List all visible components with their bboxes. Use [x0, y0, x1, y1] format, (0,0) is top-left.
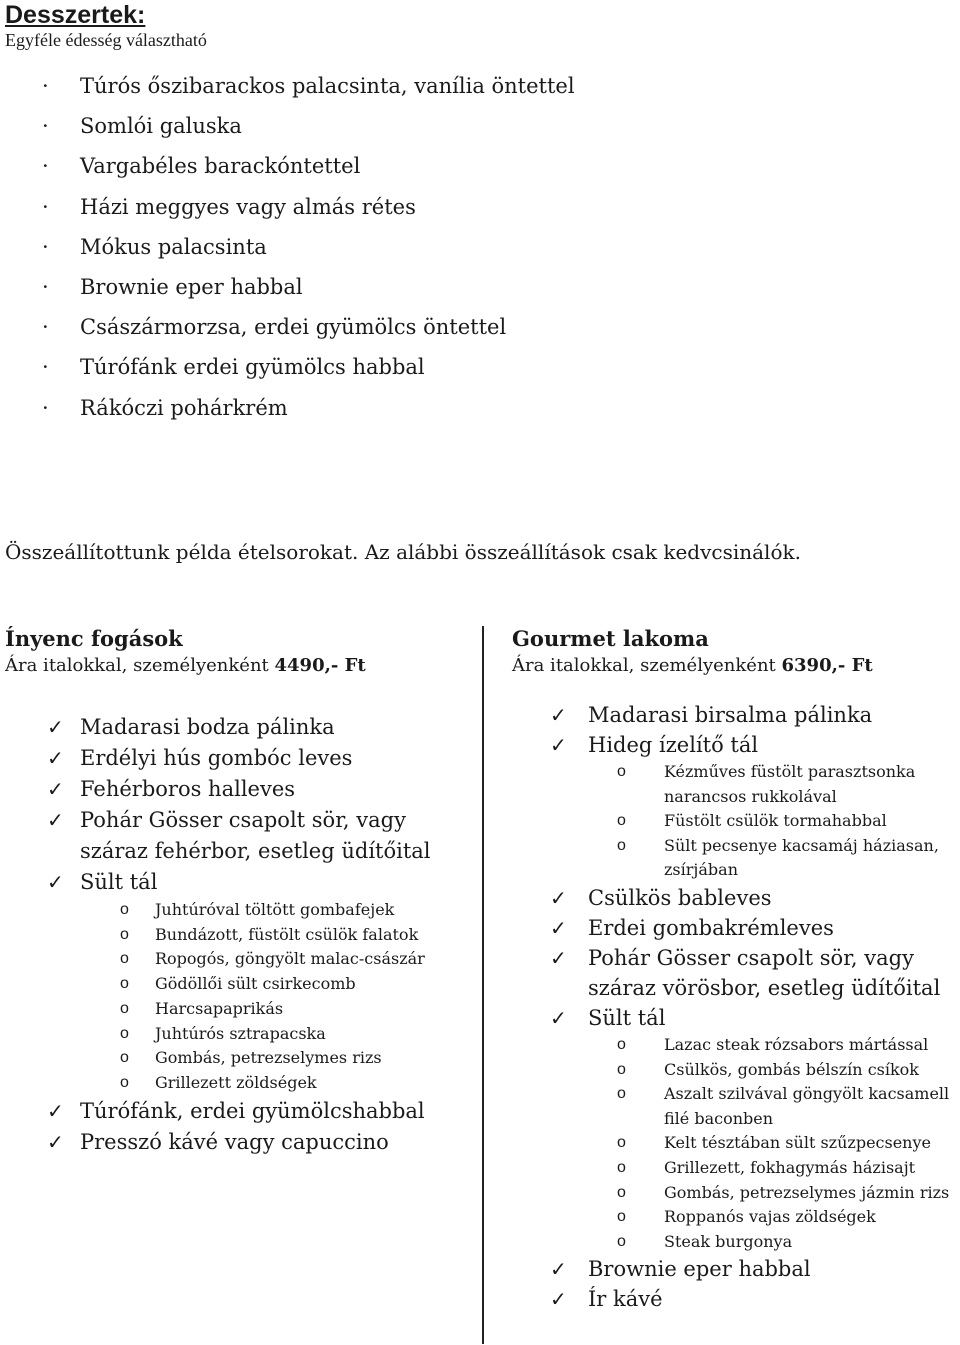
menu-item — [512, 700, 958, 730]
item-label: Fehérboros halleves — [80, 777, 296, 801]
circle-bullet-icon: o — [617, 1035, 626, 1053]
check-icon: ✓ — [550, 733, 567, 757]
circle-bullet-icon: o — [617, 763, 626, 780]
sub-item-label: Harcsapaprikás — [155, 998, 284, 1018]
dessert-label: Somlói galuska — [80, 114, 242, 139]
page-title: Desszertek: — [5, 1, 146, 29]
dessert-label: Rákóczi pohárkrém — [80, 395, 288, 420]
sub-item — [512, 1082, 958, 1107]
item-label: Presszó kávé vagy capuccino — [80, 1129, 389, 1154]
item-label: Pohár Gösser csapolt sör, vagy — [588, 945, 914, 970]
menu-item — [5, 805, 475, 836]
dessert-label: Túrós őszibarackos palacsinta, vanília öntettel — [80, 74, 575, 98]
sub-item-label: Csülkös, gombás bélszín csíkok — [664, 1059, 919, 1079]
bullet-icon: · — [42, 355, 49, 380]
price-value: 4490,- Ft — [274, 655, 366, 676]
dessert-item — [42, 351, 575, 391]
menu-item — [512, 1284, 958, 1314]
circle-bullet-icon: o — [617, 1232, 626, 1250]
check-icon: ✓ — [550, 703, 567, 727]
bullet-icon: · — [42, 114, 49, 139]
dessert-label: Túrófánk erdei gyümölcs habbal — [80, 355, 425, 380]
check-icon: ✓ — [550, 945, 567, 970]
dessert-item — [42, 231, 575, 271]
menu-items — [5, 712, 475, 1158]
sub-item-label: Bundázott, füstölt csülök falatok — [155, 924, 419, 944]
sub-item — [512, 760, 958, 785]
sub-item-label: Gödöllői sült csirkecomb — [155, 974, 356, 994]
item-label: száraz fehérbor, esetleg üdítőital — [80, 839, 431, 863]
item-label: száraz vörösbor, esetleg üdítőital — [588, 975, 941, 1000]
sult-tal-list — [512, 1033, 958, 1254]
dessert-label: Házi meggyes vagy almás rétes — [80, 194, 416, 219]
circle-bullet-icon: o — [617, 1158, 626, 1176]
circle-bullet-icon: o — [120, 901, 129, 918]
check-icon: ✓ — [47, 777, 64, 801]
sub-item — [5, 923, 475, 948]
item-label: Csülkös bableves — [588, 885, 772, 910]
column-divider — [482, 626, 484, 1344]
item-label: Sült tál — [80, 870, 158, 894]
sub-item — [5, 997, 475, 1022]
sub-item-label: Kelt tésztában sült szűzpecsenye — [664, 1133, 931, 1153]
circle-bullet-icon: o — [120, 1073, 129, 1091]
dessert-label: Császármorzsa, erdei gyümölcs öntettel — [80, 315, 507, 340]
circle-bullet-icon: o — [617, 1208, 626, 1226]
menu-item — [512, 883, 958, 913]
sub-item — [512, 1131, 958, 1156]
menu-item — [512, 1003, 958, 1254]
menu-item — [5, 774, 475, 805]
item-label: Brownie eper habbal — [588, 1257, 811, 1282]
sub-item-label: Juhtúrós sztrapacska — [155, 1023, 326, 1043]
circle-bullet-icon: o — [120, 999, 129, 1017]
menu-item — [5, 867, 475, 1096]
sub-item-label: Kézműves füstölt parasztsonka — [664, 762, 916, 781]
price-prefix: Ára italokkal, személyenként — [512, 655, 782, 676]
bullet-icon: · — [42, 234, 49, 259]
dessert-list — [42, 70, 575, 432]
price-value: 6390,- Ft — [781, 655, 873, 676]
sub-item — [512, 1156, 958, 1181]
item-label: Pohár Gösser csapolt sör, vagy — [80, 808, 406, 832]
bullet-icon: · — [42, 315, 49, 340]
circle-bullet-icon: o — [120, 975, 129, 993]
circle-bullet-icon: o — [617, 812, 626, 830]
item-label: Erdei gombakrémleves — [588, 915, 834, 940]
circle-bullet-icon: o — [120, 950, 129, 968]
price-prefix: Ára italokkal, személyenként — [5, 655, 275, 676]
sub-item — [5, 1022, 475, 1047]
dessert-item — [42, 150, 575, 190]
sub-item-label: Gombás, petrezselymes jázmin rizs — [664, 1182, 950, 1202]
bullet-icon: · — [42, 154, 49, 179]
dessert-label: Vargabéles barackóntettel — [80, 154, 361, 179]
sub-item — [512, 1205, 958, 1230]
sub-item — [512, 1058, 958, 1083]
hideg-tal-list — [512, 760, 958, 883]
dessert-item — [42, 191, 575, 231]
circle-bullet-icon: o — [617, 836, 626, 854]
sub-item-continuation — [512, 858, 958, 883]
dessert-label: Brownie eper habbal — [80, 274, 303, 299]
item-label: Madarasi bodza pálinka — [80, 715, 335, 739]
page-subtitle: Egyféle édesség választható — [5, 30, 207, 50]
menu-price — [512, 654, 958, 678]
dessert-item — [42, 311, 575, 351]
menu-title: Ínyenc fogások — [5, 626, 183, 651]
check-icon: ✓ — [550, 1005, 567, 1030]
sub-item-continuation — [512, 1107, 958, 1132]
item-label: Madarasi birsalma pálinka — [588, 703, 873, 727]
bullet-icon: · — [42, 395, 49, 420]
menu-item — [512, 1254, 958, 1284]
item-label: Túrófánk, erdei gyümölcshabbal — [80, 1098, 425, 1123]
sub-item-label: Gombás, petrezselymes rizs — [155, 1048, 382, 1068]
sub-item-label: narancsos rukkolával — [664, 786, 837, 806]
sub-item — [512, 834, 958, 859]
sub-item-label: Steak burgonya — [664, 1231, 793, 1251]
item-label: Sült tál — [588, 1005, 666, 1030]
menu-item — [5, 743, 475, 774]
check-icon: ✓ — [550, 1257, 567, 1282]
dessert-label: Mókus palacsinta — [80, 234, 267, 259]
sub-item-label: Roppanós vajas zöldségek — [664, 1207, 876, 1227]
menu-title: Gourmet lakoma — [512, 626, 709, 651]
sub-item-label: zsírjában — [664, 860, 738, 880]
menu-items — [512, 700, 958, 1314]
menu-inyenc — [5, 624, 475, 1158]
bullet-icon: · — [42, 274, 49, 299]
dessert-item — [42, 70, 575, 110]
sub-item-continuation — [512, 785, 958, 810]
check-icon: ✓ — [47, 746, 64, 770]
check-icon: ✓ — [550, 1287, 567, 1312]
menu-item — [5, 1096, 475, 1127]
circle-bullet-icon: o — [617, 1183, 626, 1201]
sult-tal-list — [5, 898, 475, 1096]
circle-bullet-icon: o — [120, 1049, 129, 1067]
menu-item — [5, 712, 475, 743]
dessert-item — [42, 271, 575, 311]
check-icon: ✓ — [47, 870, 64, 894]
sub-item — [512, 809, 958, 834]
sub-item — [512, 1181, 958, 1206]
sub-item-label: Sült pecsenye kacsamáj háziasan, — [664, 835, 939, 855]
sub-item-label: filé baconben — [664, 1108, 774, 1128]
sub-item-label: Füstölt csülök tormahabbal — [664, 811, 887, 831]
menu-item-continuation — [512, 973, 958, 1003]
item-label: Hideg ízelítő tál — [588, 733, 759, 757]
menu-item — [512, 730, 958, 883]
circle-bullet-icon: o — [617, 1060, 626, 1078]
circle-bullet-icon: o — [617, 1134, 626, 1152]
menu-gourmet — [512, 624, 958, 1314]
dessert-item — [42, 110, 575, 150]
sub-item — [512, 1033, 958, 1058]
check-icon: ✓ — [550, 885, 567, 910]
circle-bullet-icon: o — [120, 1024, 129, 1042]
sub-item — [5, 898, 475, 923]
bullet-icon: · — [42, 74, 49, 98]
sub-item-label: Juhtúróval töltött gombafejek — [155, 900, 395, 919]
circle-bullet-icon: o — [617, 1085, 626, 1103]
sub-item-label: Lazac steak rózsabors mártással — [664, 1034, 929, 1054]
check-icon: ✓ — [47, 808, 64, 832]
sub-item — [5, 947, 475, 972]
menu-item-continuation — [5, 836, 475, 867]
check-icon: ✓ — [550, 915, 567, 940]
sub-item-label: Ropogós, göngyölt malac-császár — [155, 949, 425, 969]
menu-item — [5, 1127, 475, 1158]
sub-item-label: Grillezett, fokhagymás házisajt — [664, 1157, 916, 1177]
item-label: Erdélyi hús gombóc leves — [80, 746, 353, 770]
sub-item — [5, 1046, 475, 1071]
check-icon: ✓ — [47, 1129, 64, 1154]
intro-text: Összeállítottunk példa ételsorokat. Az alábbi összeállítások csak kedvcsinálók. — [5, 540, 801, 564]
check-icon: ✓ — [47, 715, 64, 739]
menu-price — [5, 654, 475, 678]
menu-item — [512, 943, 958, 973]
bullet-icon: · — [42, 194, 49, 219]
dessert-item — [42, 392, 575, 432]
sub-item — [512, 1230, 958, 1255]
check-icon: ✓ — [47, 1098, 64, 1123]
sub-item — [5, 972, 475, 997]
sub-item-label: Aszalt szilvával göngyölt kacsamell — [664, 1084, 950, 1104]
menu-item — [512, 913, 958, 943]
circle-bullet-icon: o — [120, 925, 129, 943]
sub-item — [5, 1071, 475, 1096]
sub-item-label: Grillezett zöldségek — [155, 1072, 317, 1092]
item-label: Ír kávé — [588, 1287, 663, 1312]
